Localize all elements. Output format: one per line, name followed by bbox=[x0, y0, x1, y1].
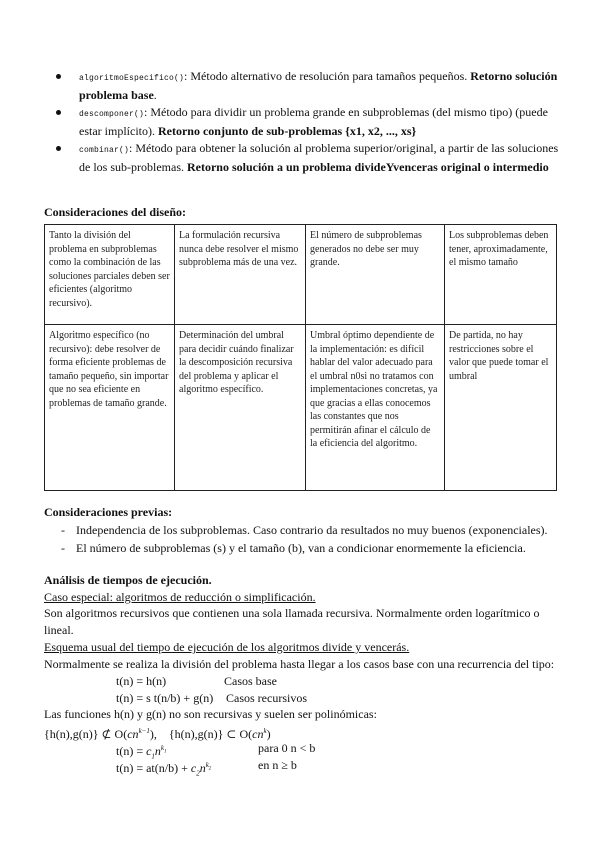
t1-exponent: k1 bbox=[160, 744, 167, 755]
set1-exponent: k−1 bbox=[138, 727, 150, 735]
table-cell: Algoritmo específico (no recursivo): debe resolver de forma eficiente problemas de tamaño pequeño, sin importar que no sea eficiente en problemas de tamaño grande. bbox=[45, 325, 175, 491]
code-name: descomponer() bbox=[79, 110, 145, 119]
item-text: : Método para obtener la solución al problema superior/original, a partir de las soluciones de los sub-problemas. bbox=[79, 141, 559, 174]
scheme-text: Normalmente se realiza la división del problema hasta llegar a los casos base con una recurrencia del tipo: bbox=[44, 657, 555, 671]
item-text: : Método para dividir un problema grande en subproblemas (del mismo tipo) (puede estar implícito). bbox=[79, 105, 548, 138]
item-return: Retorno conjunto de sub-problemas {x1, x2, ..., xs} bbox=[157, 124, 417, 138]
set2-expr: cn bbox=[252, 727, 264, 741]
t1-const: c bbox=[146, 744, 152, 758]
special-text: Son algoritmos recursivos que contienen una sola llamada recursiva. Normalmente orden logarítmico o lineal. bbox=[44, 606, 540, 637]
t1-left: t(n) = bbox=[116, 744, 144, 758]
t2-const-sub: 2 bbox=[196, 769, 200, 778]
scheme-heading: Esquema usual del tiempo de ejecución de los algoritmos divide y vencerás. bbox=[44, 640, 410, 654]
list-item bbox=[44, 140, 564, 176]
equation-recursive-label: Casos recursivos bbox=[226, 691, 307, 705]
time-recursive bbox=[116, 757, 211, 781]
equation-base: t(n) = h(n) bbox=[116, 674, 167, 688]
previas-title: Consideraciones previas: bbox=[44, 505, 173, 519]
bullet-icon bbox=[56, 146, 61, 151]
item-text: : Método alternativo de resolución para tamaños pequeños. bbox=[184, 69, 471, 83]
dash-marker: - bbox=[61, 541, 65, 555]
t2-var: n bbox=[199, 761, 206, 775]
special-heading: Caso especial: algoritmos de reducción o simplificación. bbox=[44, 590, 316, 604]
set2-prefix: {h(n),g(n)} ⊂ O( bbox=[168, 727, 253, 741]
t2-exponent: k2 bbox=[205, 761, 212, 772]
table-cell: La formulación recursiva nunca debe resolver el mismo subproblema más de una vez. bbox=[175, 225, 306, 325]
list-item bbox=[44, 521, 574, 539]
equation-base-label: Casos base bbox=[224, 674, 277, 688]
time-base-condition: para 0 n < b bbox=[258, 741, 316, 755]
design-title: Consideraciones del diseño: bbox=[44, 205, 187, 219]
table-cell: Umbral óptimo dependiente de la implementación: es difícil hablar del valor adecuado para el umbral n0si no tratamos con implementaciones concretas, ya que gracias a ellas conocemos las constantes que nos permitirán afinar el cálculo de la eficiencia del algoritmo. bbox=[306, 325, 445, 491]
table-cell: El número de subproblemas generados no debe ser muy grande. bbox=[306, 225, 445, 325]
set1-prefix: {h(n),g(n)} ⊄ O( bbox=[44, 727, 128, 741]
t2-const: c bbox=[190, 761, 197, 775]
item-return: Retorno solución a un problema divideYvenceras original o intermedio bbox=[186, 160, 549, 174]
time-recursive-condition: en n ≥ b bbox=[258, 758, 297, 772]
list-item bbox=[44, 104, 564, 140]
set2-suffix: ) bbox=[266, 727, 271, 741]
table-cell: Tanto la división del problema en subproblemas como la combinación de las soluciones parciales deben ser eficientes (algoritmo recursivo). bbox=[45, 225, 175, 325]
item-text: El número de subproblemas (s) y el tamaño (b), van a condicionar enormemente la eficiencia. bbox=[76, 541, 526, 555]
set1-suffix: ), bbox=[149, 727, 157, 741]
table-cell: De partida, no hay restricciones sobre el valor que puede tomar el umbral bbox=[445, 325, 557, 491]
item-text: Independencia de los subproblemas. Caso contrario da resultados no muy buenos (exponenciales). bbox=[76, 523, 548, 537]
set1-expr: cn bbox=[127, 727, 139, 741]
poly-text: Las funciones h(n) y g(n) no son recursivas y suelen ser polinómicas: bbox=[44, 707, 377, 721]
table-cell: Determinación del umbral para decidir cuándo finalizar la descomposición recursiva del problema y aplicar el algoritmo específico. bbox=[175, 325, 306, 491]
t2-left: t(n) = at(n/b) + bbox=[116, 761, 188, 775]
design-table bbox=[44, 224, 557, 491]
previas-list bbox=[44, 521, 574, 557]
t1-var: n bbox=[154, 744, 161, 758]
item-return: Retorno solución problema base bbox=[79, 69, 558, 102]
table-cell: Los subproblemas deben tener, aproximadamente, el mismo tamaño bbox=[445, 225, 557, 325]
dash-marker: - bbox=[61, 523, 65, 537]
code-name: combinar() bbox=[79, 146, 130, 155]
list-item bbox=[44, 539, 574, 557]
list-item bbox=[44, 68, 564, 104]
analisis-title: Análisis de tiempos de ejecución. bbox=[44, 573, 212, 587]
equation-recursive: t(n) = s t(n/b) + g(n) bbox=[116, 691, 214, 705]
bullet-icon bbox=[56, 74, 61, 79]
bullet-icon bbox=[56, 110, 61, 115]
set2-exponent: k bbox=[263, 727, 267, 735]
method-list bbox=[44, 68, 564, 176]
t1-const-sub: 1 bbox=[151, 752, 155, 761]
code-name: algoritmoEspecifico() bbox=[79, 74, 185, 83]
table-row bbox=[45, 325, 557, 491]
item-tail: . bbox=[153, 88, 157, 102]
table-row bbox=[45, 225, 557, 325]
